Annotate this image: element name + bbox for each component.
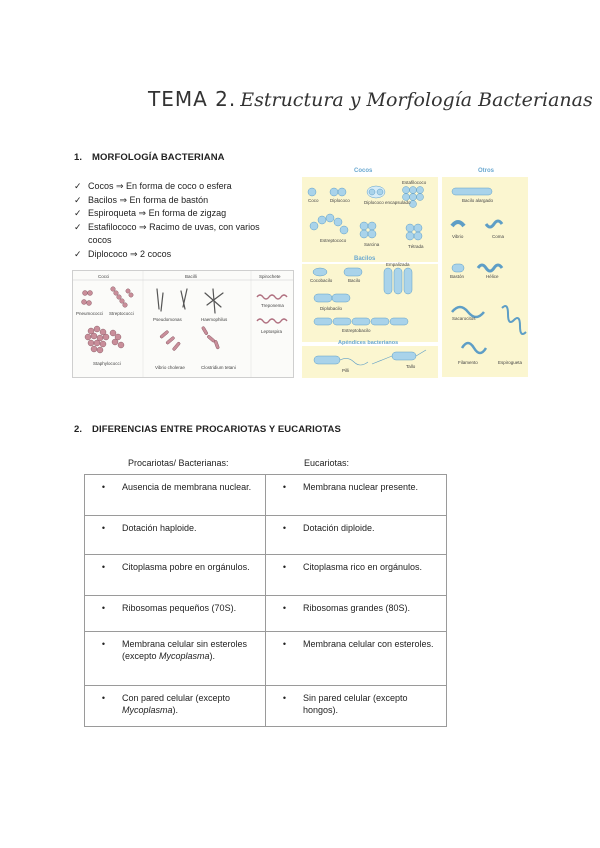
- section-title: MORFOLOGÍA BACTERIANA: [92, 152, 225, 163]
- figure-label: Vibrio: [452, 234, 464, 239]
- cell-text: Citoplasma rico en orgánulos.: [303, 562, 423, 572]
- bullet-icon: •: [282, 693, 287, 703]
- section-title: DIFERENCIAS ENTRE PROCARIOTAS Y EUCARIOTAS: [92, 424, 341, 435]
- svg-text:Cocci: Cocci: [98, 274, 110, 279]
- cell-procariotas: [85, 555, 266, 596]
- figure-label: Staphylococci: [93, 361, 121, 366]
- cell-text: Citoplasma pobre en orgánulos.: [122, 562, 250, 572]
- panel-header: Cocos: [354, 168, 373, 174]
- figure-label: Tétrada: [408, 244, 424, 249]
- figure-label: Bacilo: [348, 278, 361, 283]
- svg-text:Spirochete: Spirochete: [259, 274, 281, 279]
- table-row: [85, 596, 447, 632]
- cell-text: Con pared celular (excepto Mycoplasma).: [122, 693, 231, 715]
- figure-label: Diplococo: [330, 198, 350, 203]
- figure-label: Leptospira: [261, 329, 283, 334]
- figure-label: Clostridium tetani: [201, 365, 236, 370]
- column-header-procariotas: Procariotas/ Bacterianas:: [128, 458, 229, 468]
- figure-label: Estreptococo: [320, 238, 347, 243]
- cell-eucariotas: [266, 516, 447, 555]
- bullet-icon: •: [282, 562, 287, 572]
- check-icon: ✓: [74, 208, 82, 218]
- figure-label: Sarcina: [364, 242, 380, 247]
- figure-label: Haemophilus: [201, 317, 228, 322]
- figure-label: Espirogueta: [498, 360, 523, 365]
- check-icon: ✓: [74, 194, 82, 205]
- list-item: ✓ Espiroqueta ⇒ En forma de zigzag: [72, 207, 282, 221]
- figure-label: Tallo: [406, 364, 416, 369]
- table-row: [85, 632, 447, 686]
- svg-text:Bacilli: Bacilli: [185, 274, 197, 279]
- figure-label: Estafilococo: [402, 180, 427, 185]
- check-icon: ✓: [74, 221, 82, 232]
- cell-text: Membrana celular con esteroles.: [303, 639, 434, 649]
- figure-label: Filamento: [458, 360, 478, 365]
- figure-label: Coma: [492, 234, 505, 239]
- check-icon: ✓: [74, 181, 82, 191]
- section-number: 2.: [74, 424, 83, 435]
- cell-text: Dotación diploide.: [303, 523, 375, 533]
- panel-header: Bacilos: [354, 256, 376, 262]
- bullet-icon: •: [282, 523, 287, 533]
- title-script: Estructura y Morfología Bacterianas: [240, 89, 593, 111]
- cell-procariotas: [85, 475, 266, 516]
- figure-label: Diplococo encapsulado: [364, 200, 411, 205]
- check-icon: ✓: [74, 248, 82, 259]
- figure-label: Estreptobacilo: [342, 328, 371, 333]
- list-item: ✓ Bacilos ⇒ En forma de bastón: [72, 194, 282, 208]
- bacteria-illustration-left: [72, 270, 294, 378]
- cell-text: Sin pared celular (excepto hongos).: [303, 693, 408, 715]
- figure-label: Treponema: [261, 303, 284, 308]
- table-row: [85, 555, 447, 596]
- page-title: [148, 86, 593, 112]
- cell-text: Ribosomas pequeños (70S).: [122, 603, 237, 613]
- cell-eucariotas: [266, 632, 447, 686]
- panel-header: Otros: [478, 168, 495, 174]
- morphology-list: [72, 180, 282, 261]
- figure-label: Empalizada: [386, 262, 410, 267]
- cell-eucariotas: [266, 475, 447, 516]
- list-item: ✓ Cocos ⇒ En forma de coco o esfera: [72, 180, 282, 194]
- figure-label: Pilli: [342, 368, 350, 373]
- cell-eucariotas: [266, 596, 447, 632]
- list-item: ✓ Diplococo ⇒ 2 cocos: [72, 248, 282, 262]
- figure-label: Sacarocitos: [452, 316, 476, 321]
- bullet-icon: •: [101, 482, 106, 492]
- title-main: TEMA 2.: [148, 87, 237, 111]
- bacteria-illustration-right: [302, 168, 528, 378]
- figure-label: Diplobacilo: [320, 306, 343, 311]
- table-row: [85, 516, 447, 555]
- table-row: [85, 475, 447, 516]
- cell-eucariotas: [266, 555, 447, 596]
- bullet-icon: •: [101, 603, 106, 613]
- cell-eucariotas: [266, 686, 447, 727]
- cell-text: Membrana nuclear presente.: [303, 482, 419, 492]
- cell-procariotas: [85, 596, 266, 632]
- cell-procariotas: [85, 516, 266, 555]
- bullet-icon: •: [101, 693, 106, 703]
- figure-label: Streptococci: [109, 311, 134, 316]
- figure-label: Bastón: [450, 274, 465, 279]
- figure-label: Pneumococci: [76, 311, 104, 316]
- list-item: ✓ Estafilococo ⇒ Racimo de uvas, con varios cocos: [74, 221, 260, 245]
- cell-text: Dotación haploide.: [122, 523, 197, 533]
- cell-text: Ribosomas grandes (80S).: [303, 603, 411, 613]
- cell-procariotas: [85, 686, 266, 727]
- bullet-icon: •: [101, 523, 106, 533]
- figure-label: Vibrio cholerae: [155, 365, 185, 370]
- cell-text: Membrana celular sin esteroles (excepto Mycoplasma).: [122, 639, 248, 661]
- table-row: [85, 686, 447, 727]
- figure-label: Hélice: [486, 274, 499, 279]
- figure-label: Cocobacilo: [310, 278, 333, 283]
- section-number: 1.: [74, 152, 83, 163]
- section-1-heading: [74, 152, 225, 163]
- bullet-icon: •: [101, 639, 106, 649]
- figure-label: Pseudomonas: [153, 317, 182, 322]
- column-header-eucariotas: Eucariotas:: [304, 458, 350, 468]
- bullet-icon: •: [282, 482, 287, 492]
- figure-label: Coco: [308, 198, 319, 203]
- cell-procariotas: [85, 632, 266, 686]
- comparison-table: [84, 474, 447, 727]
- cell-text: Ausencia de membrana nuclear.: [122, 482, 252, 492]
- bullet-icon: •: [101, 562, 106, 572]
- figure-label: Bacilo alargado: [462, 198, 494, 203]
- section-2-heading: [74, 424, 341, 435]
- bullet-icon: •: [282, 639, 287, 649]
- bullet-icon: •: [282, 603, 287, 613]
- panel-header: Apéndices bacterianos: [338, 340, 399, 346]
